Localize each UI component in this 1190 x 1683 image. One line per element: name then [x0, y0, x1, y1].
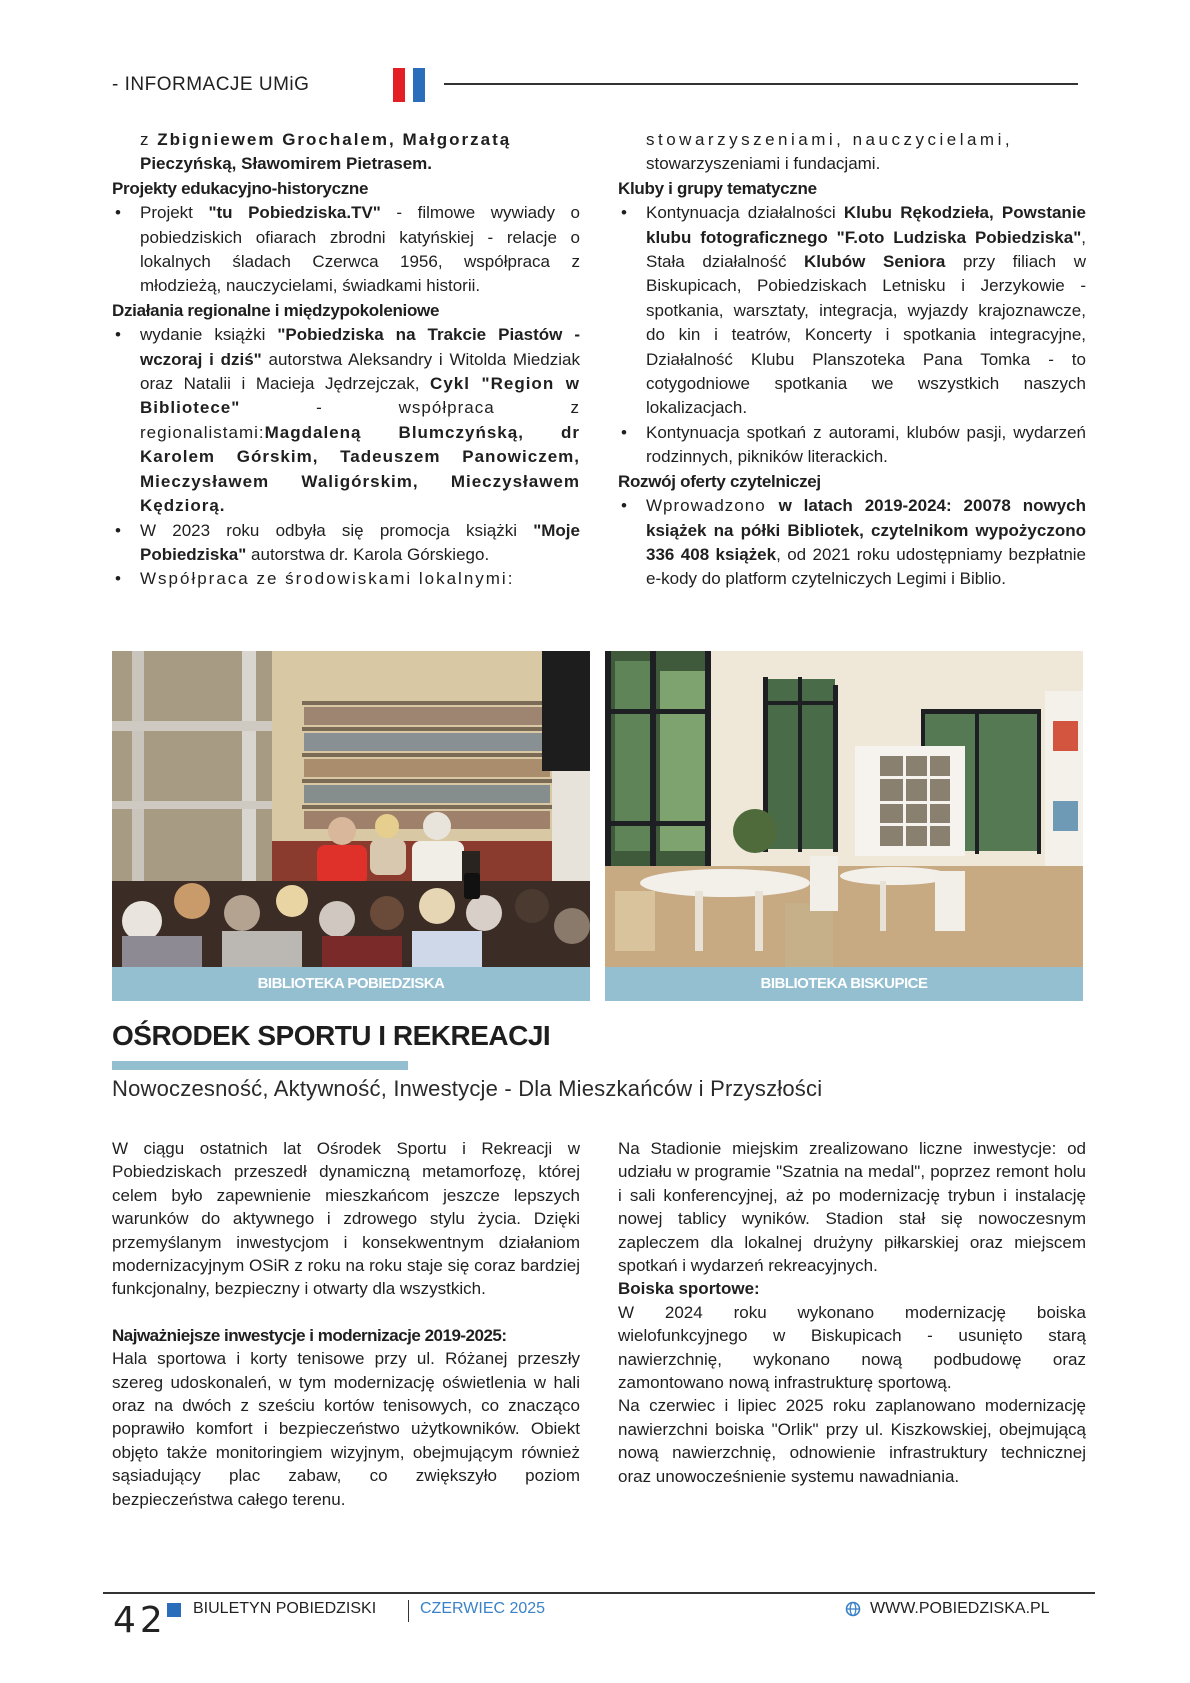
publication-name: BIULETYN POBIEDZISKI	[193, 1600, 377, 1617]
subheading: Rozwój oferty czytelniczej	[618, 471, 821, 491]
page-number: 42	[113, 1600, 167, 1641]
bold-text: Pieczyńską, Sławomirem Pietrasem.	[140, 154, 432, 174]
footer-separator	[408, 1600, 409, 1622]
bold-text: Cykl "Region w Bibliotece"	[140, 374, 581, 418]
flag-blue-bar	[413, 68, 425, 102]
bullet-list	[618, 494, 1086, 592]
paragraph: Na Stadionie miejskim zrealizowano liczne inwestycje: od udziału w programie "Szatnia na medal", poprzez remont holu i sali konferencyjnej, aż po modernizację trybun i instalację nowej tablicy wyników. Stadion stał się nowoczesnym zapleczem dla lokalnej drużyny piłkarskiej oraz miejscem spotkań i wydarzeń rekreacyjnych.	[618, 1139, 1086, 1276]
continuation-line	[112, 152, 580, 176]
text: , Stała działalność	[646, 227, 1086, 272]
subheading: Boiska sportowe:	[618, 1279, 760, 1299]
library-interior-photo	[605, 651, 1083, 967]
bold-text: "Moje Pobiedziska"	[140, 520, 580, 564]
paragraph: W ciągu ostatnich lat Ośrodek Sportu i Rekreacji w Pobiedziskach przeszedł dynamiczną metamorfozę, której celem było zapewnienie mieszkańcom jeszcze lepszych warunków do aktywnego i zdrowego stylu życia. Dzięki przemyślanym inwestycjom i konsekwentnym działaniom modernizacyjnym OSiR z roku na roku staje się coraz bardziej funkcjonalny, bezpieczny i otwarty dla wszystkich.	[112, 1139, 580, 1299]
text: W 2023 roku odbyła się promocja książki	[140, 520, 534, 540]
text: przy filiach w Biskupicach, Pobiedziskach Letnisku i Jerzykowie - spotkania, warsztaty, integracja, wyjazdy krajoznawcze, do kin i teatrów, Koncerty i spotkania integracyjne, Działalność Klubu Planszoteka Pana Tomka - to cotygodniowe spotkania we wszystkich naszych lokalizacjach.	[646, 252, 1086, 418]
subheading: Najważniejsze inwestycje i modernizacje 2019-2025:	[112, 1325, 507, 1345]
footer-square-icon	[167, 1603, 181, 1617]
spacer	[112, 1301, 580, 1324]
header-divider	[444, 83, 1078, 85]
photo-biblioteka-pobiedziska	[112, 651, 590, 967]
bottom-left-column	[112, 1137, 580, 1511]
continuation-line: stowarzyszeniami i fundacjami.	[646, 154, 881, 174]
website-link[interactable]: WWW.POBIEDZISKA.PL	[870, 1600, 1050, 1617]
bold-text: w latach 2019-2024: 20078 nowych książek na półki Bibliotek, czytelnikom wypożyczono 336 408 książek	[646, 496, 1087, 564]
paragraph: Na czerwiec i lipiec 2025 roku zaplanowano modernizację nawierzchni boiska "Orlik" przy ul. Kiszkowskiej, obejmującą nową nawierzchnię, odnowienie infrastruktury technicznej oraz unowocześnienie systemu nawadniania.	[618, 1396, 1086, 1486]
list-item: • Współpraca ze środowiskami lokalnymi:	[112, 567, 580, 591]
bottom-right-column	[618, 1137, 1086, 1488]
bold-text: Zbigniewem Grochalem, Małgorzatą	[157, 130, 512, 149]
photo-biblioteka-biskupice	[605, 651, 1083, 967]
footer-divider	[103, 1592, 1095, 1594]
bullet-list	[112, 323, 580, 591]
paragraph: W 2024 roku wykonano modernizację boiska wielofunkcyjnego w Biskupicach - usunięto starą nawierzchnię, wykonano nową podbudowę oraz zamontowano nową infrastrukturę sportową.	[618, 1302, 1086, 1393]
text: wydanie książki	[140, 325, 278, 345]
list-item	[112, 519, 580, 568]
section-label: - INFORMACJE UMiG	[112, 74, 310, 95]
bold-text: Klubów Seniora	[804, 252, 946, 272]
list-item	[618, 201, 1086, 421]
top-right-column	[618, 128, 1086, 592]
section-subtitle: Nowoczesność, Aktywność, Inwestycje - Dla Mieszkańców i Przyszłości	[112, 1076, 823, 1101]
bullet-list	[618, 201, 1086, 469]
list-item	[112, 323, 580, 518]
section-title-underline	[112, 1061, 408, 1070]
continuation-line	[112, 128, 580, 152]
list-item: • Kontynuacja spotkań z autorami, klubów pasji, wydarzeń rodzinnych, pikników literackich.	[618, 421, 1086, 470]
bold-text: Magdaleną Blumczyńską, dr Karolem Górskim, Tadeuszem Panowiczem, Mieczysławem Waligórskim, Mieczysławem Kędziorą.	[140, 422, 580, 516]
globe-icon	[845, 1601, 861, 1617]
text: - współpraca z regionalistami:	[140, 398, 580, 442]
issue-date: CZERWIEC 2025	[420, 1600, 546, 1617]
text: z	[140, 130, 158, 149]
list-item	[618, 494, 1086, 592]
text: autorstwa Aleksandry i Witolda Miedziak oraz Natalii i Macieja Jędrzejczak,	[140, 349, 580, 394]
bold-text: "tu Pobiedziska.TV"	[208, 203, 381, 223]
text: - filmowe wywiady o pobiedziskich ofiarach zbrodni katyńskiej - relacje o lokalnych śladach Czerwca 1956, współpraca z młodzieżą, nauczycielami, świadkami historii.	[140, 203, 581, 296]
continuation-line: stowarzyszeniami, nauczycielami,	[646, 130, 1014, 149]
bold-text: Klubu Rękodzieła, Powstanie klubu fotograficznego "F.oto Ludziska Pobiedziska"	[646, 203, 1086, 247]
paragraph: Hala sportowa i korty tenisowe przy ul. Różanej przeszły szereg udoskonaleń, w tym modernizację oświetlenia w hali oraz na dwóch z sześciu kortów tenisowych, co znacząco poprawiło komfort i bezpieczeństwo użytkowników. Obiekt objęto także monitoringiem wizyjnym, obejmującym również sąsiadujący plac zabaw, co zwiększyło poziom bezpieczeństwa całego terenu.	[112, 1349, 580, 1509]
list-item	[112, 201, 580, 299]
text: Kontynuacja działalności	[646, 203, 844, 223]
photo-caption-left: BIBLIOTEKA POBIEDZISKA	[112, 967, 590, 1001]
text: , od 2021 roku udostępniamy bezpłatnie e-kody do platform czytelniczych Legimi i Biblio.	[646, 544, 1087, 589]
text: autorstwa dr. Karola Górskiego.	[246, 544, 490, 564]
section-title: OŚRODEK SPORTU I REKREACJI	[112, 1020, 551, 1051]
subheading: Projekty edukacyjno-historyczne	[112, 178, 369, 198]
subheading: Działania regionalne i międzypokoleniowe	[112, 300, 440, 320]
flag-red-bar	[393, 68, 405, 102]
text: Projekt	[140, 203, 209, 223]
text: Wprowadzono	[646, 496, 779, 516]
photo-caption-right: BIBLIOTEKA BISKUPICE	[605, 967, 1083, 1001]
subheading: Kluby i grupy tematyczne	[618, 178, 817, 198]
library-event-photo	[112, 651, 590, 967]
top-left-column	[112, 128, 580, 592]
bold-text: "Pobiedziska na Trakcie Piastów - wczoraj i dziś"	[140, 325, 581, 369]
bullet-list	[112, 201, 580, 299]
